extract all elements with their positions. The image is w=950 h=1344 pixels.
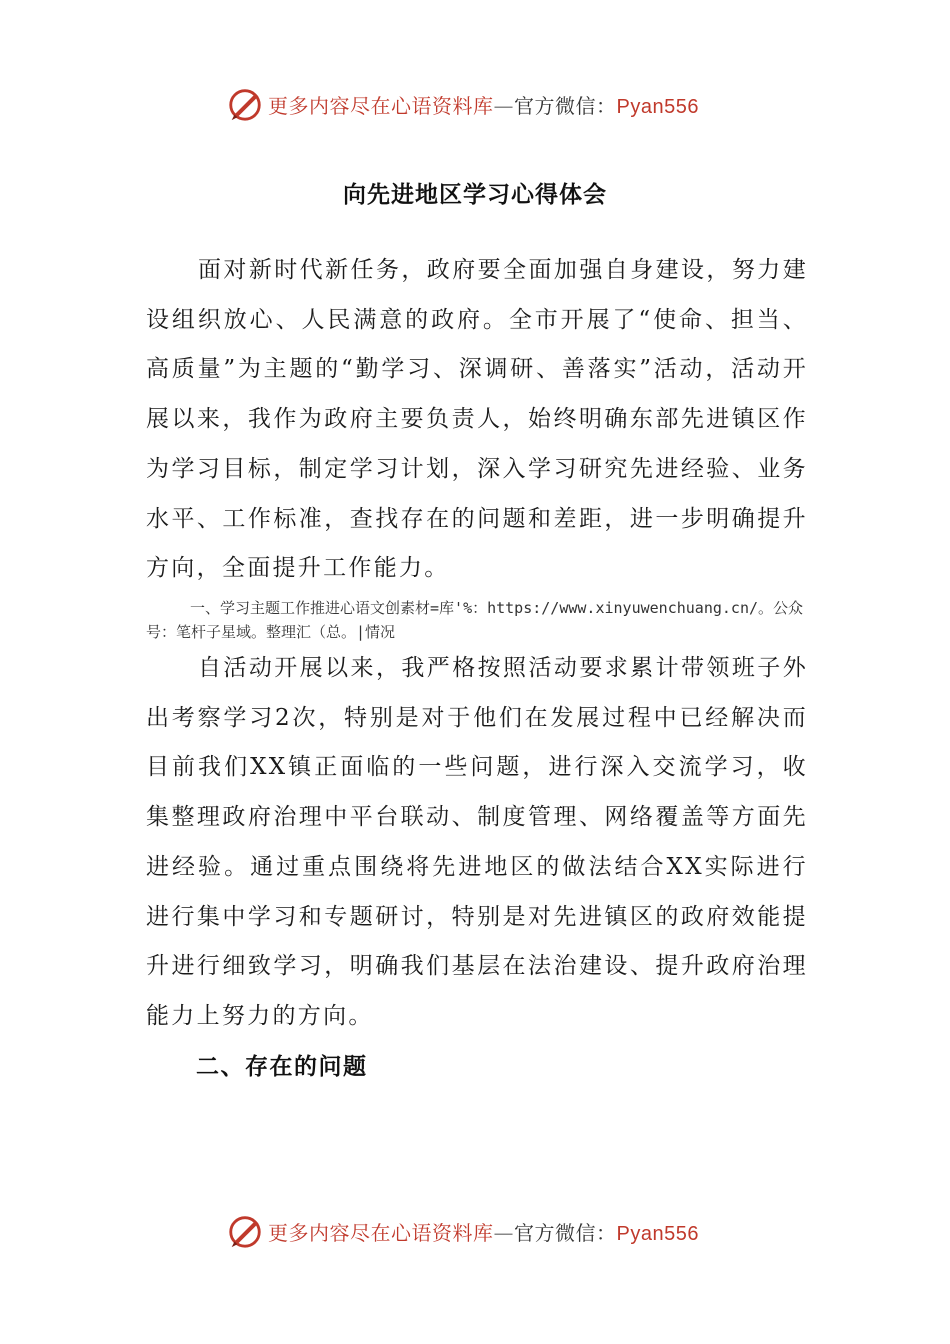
banner-text: 更多内容尽在心语资料库—官方微信：Pyan556 [268, 1220, 699, 1245]
section-heading-problems: 二、存在的问题 [196, 1054, 368, 1080]
watermark-line: 一、学习主题工作推进心语文创素材=库'%：https://www.xinyuwenchuang.cn/。公众号：笔杆子星域。整理汇（总。|情况 [146, 599, 804, 641]
document-title: 向先进地区学习心得体会 [343, 182, 607, 208]
footer-banner [226, 1209, 699, 1253]
pen-logo-icon [226, 1212, 264, 1250]
banner-text: 更多内容尽在心语资料库—官方微信：Pyan556 [268, 93, 699, 118]
pen-logo-icon [226, 85, 264, 123]
paragraph-intro: 面对新时代新任务，政府要全面加强自身建设，努力建设组织放心、人民满意的政府。全市开展了“使命、担当、高质量”为主题的“勤学习、深调研、善落实”活动，活动开展以来，我作为政府主要负责人，始终明确东部先进镇区作为学习目标，制定学习计划，深入学习研究先进经验、业务水平、工作标准，查找存在的问题和差距，进一步明确提升方向，全面提升工作能力。 [146, 257, 808, 582]
paragraph-activity: 自活动开展以来，我严格按照活动要求累计带领班子外出考察学习2次，特别是对于他们在发展过程中已经解决而目前我们XX镇正面临的一些问题，进行深入交流学习，收集整理政府治理中平台联动、制度管理、网络覆盖等方面先进经验。通过重点围绕将先进地区的做法结合XX实际进行进行集中学习和专题研讨，特别是对先进镇区的政府效能提升进行细致学习，明确我们基层在法治建设、提升政府治理能力上努力的方向。 [146, 655, 808, 1029]
header-banner [226, 82, 699, 126]
